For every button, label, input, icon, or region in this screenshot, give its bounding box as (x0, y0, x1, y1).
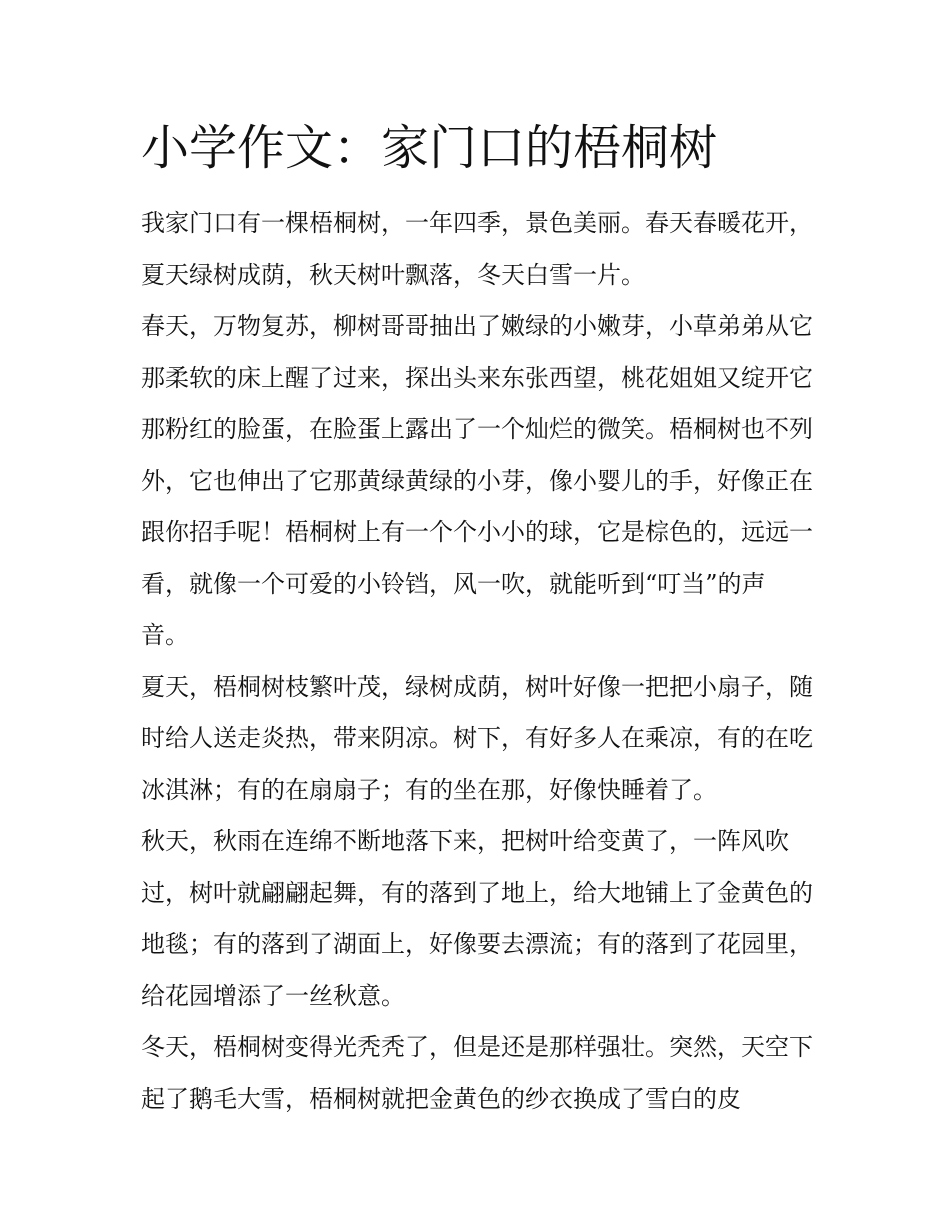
paragraph-summer: 夏天，梧桐树枝繁叶茂，绿树成荫，树叶好像一把把小扇子，随时给人送走炎热，带来阴凉。树下，有好多人在乘凉，有的在吃冰淇淋；有的在扇扇子；有的坐在那，好像快睡着了。 (141, 672, 813, 804)
paragraph-spring: 春天，万物复苏，柳树哥哥抽出了嫩绿的小嫩芽，小草弟弟从它那柔软的床上醒了过来，探出头来东张西望，桃花姐姐又绽开它那粉红的脸蛋，在脸蛋上露出了一个灿烂的微笑。梧桐树也不列外，它也伸出了它那黄绿黄绿的小芽，像小婴儿的手，好像正在跟你招手呢！梧桐树上有一个个小小的球，它是棕色的，远远一看，就像一个可爱的小铃铛，风一吹，就能听到“叮当”的声音。 (141, 312, 813, 649)
essay-body (141, 198, 813, 1125)
page-title: 小学作文：家门口的梧桐树 (141, 120, 718, 176)
paragraph-winter: 冬天，梧桐树变得光秃秃了，但是还是那样强壮。突然，天空下起了鹅毛大雪，梧桐树就把金黄色的纱衣换成了雪白的皮 (141, 1033, 813, 1113)
paragraph-intro: 我家门口有一棵梧桐树，一年四季，景色美丽。春天春暖花开，夏天绿树成荫，秋天树叶飘落，冬天白雪一片。 (141, 209, 813, 289)
paragraph-autumn: 秋天，秋雨在连绵不断地落下来，把树叶给变黄了，一阵风吹过，树叶就翩翩起舞，有的落到了地上，给大地铺上了金黄色的地毯；有的落到了湖面上，好像要去漂流；有的落到了花园里，给花园增添了一丝秋意。 (141, 827, 813, 1010)
